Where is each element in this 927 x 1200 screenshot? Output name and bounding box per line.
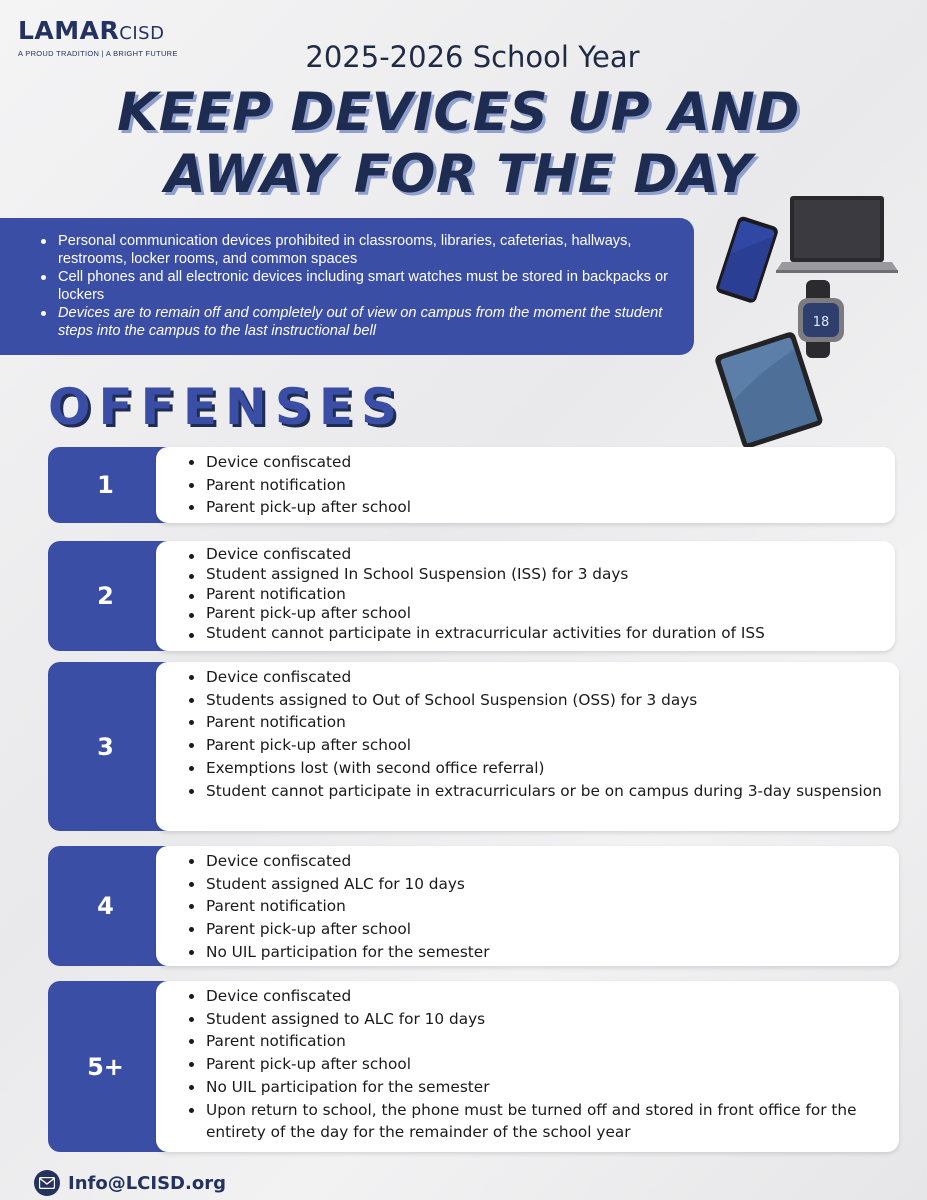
logo-suffix: CISD	[119, 23, 165, 44]
consequence-list	[206, 850, 889, 964]
offense-number: 3	[48, 662, 178, 831]
consequence-item: Device confiscated	[206, 666, 889, 689]
device-rules-list	[58, 232, 676, 340]
offense-consequences	[156, 981, 899, 1152]
rule-item: Personal communication devices prohibited in classrooms, libraries, cafeterias, hallways, restrooms, locker rooms, and common spaces	[58, 232, 676, 268]
main-title	[0, 82, 917, 206]
consequence-item: Parent notification	[206, 1030, 889, 1053]
offense-number: 1	[48, 447, 178, 523]
consequence-item: Parent notification	[206, 711, 889, 734]
offense-number: 5+	[48, 981, 178, 1152]
offense-row-3	[48, 662, 899, 831]
consequence-item: Student assigned to ALC for 10 days	[206, 1008, 889, 1031]
consequence-item: Parent notification	[206, 895, 889, 918]
device-rules-box	[0, 218, 694, 355]
offense-row-4	[48, 846, 899, 966]
offense-consequences	[156, 846, 899, 966]
consequence-item: Student assigned ALC for 10 days	[206, 873, 889, 896]
consequence-item: Parent notification	[206, 585, 885, 605]
consequence-item: Student assigned In School Suspension (ISS) for 3 days	[206, 565, 885, 585]
consequence-item: Parent pick-up after school	[206, 496, 885, 519]
consequence-item: No UIL participation for the semester	[206, 1076, 889, 1099]
consequence-item: Student cannot participate in extracurriculars or be on campus during 3-day suspension	[206, 780, 889, 803]
contact-footer	[34, 1170, 226, 1196]
offense-number: 4	[48, 846, 178, 966]
consequence-item: Student cannot participate in extracurricular activities for duration of ISS	[206, 624, 885, 644]
consequence-item: No UIL participation for the semester	[206, 941, 889, 964]
offense-number: 2	[48, 541, 178, 651]
svg-text:18: 18	[812, 315, 830, 330]
consequence-item: Parent pick-up after school	[206, 604, 885, 624]
main-title-line-1: KEEP DEVICES UP AND	[117, 82, 800, 143]
consequence-item: Device confiscated	[206, 850, 889, 873]
smartwatch-icon	[798, 280, 844, 358]
consequence-item: Parent pick-up after school	[206, 918, 889, 941]
consequence-item: Upon return to school, the phone must be turned off and stored in front office for the entirety of the day for the remainder of the school year	[206, 1099, 889, 1144]
consequence-item: Parent pick-up after school	[206, 1053, 889, 1076]
consequence-list	[206, 545, 885, 644]
rule-item: Devices are to remain off and completely out of view on campus from the moment the student steps into the campus to the last instructional bell	[58, 304, 676, 340]
consequence-item: Device confiscated	[206, 545, 885, 565]
mail-icon	[34, 1170, 60, 1196]
consequence-item: Device confiscated	[206, 451, 885, 474]
consequence-item: Parent notification	[206, 474, 885, 497]
contact-email-link[interactable]: Info@LCISD.org	[68, 1172, 226, 1194]
offense-row-1	[48, 447, 895, 523]
offense-consequences	[156, 541, 895, 651]
offense-row-5-plus	[48, 981, 899, 1152]
consequence-list	[206, 666, 889, 802]
offense-row-2	[48, 541, 895, 651]
consequence-item: Students assigned to Out of School Suspension (OSS) for 3 days	[206, 689, 889, 712]
rule-item: Cell phones and all electronic devices including smart watches must be stored in backpacks or lockers	[58, 268, 676, 304]
logo-tagline: A PROUD TRADITION | A BRIGHT FUTURE	[18, 49, 178, 58]
devices-graphic	[706, 190, 906, 450]
offenses-heading: OFFENSES	[48, 378, 405, 436]
consequence-item: Exemptions lost (with second office referral)	[206, 757, 889, 780]
laptop-icon	[776, 196, 898, 273]
school-year-title: 2025-2026 School Year	[305, 40, 640, 74]
consequence-list	[206, 985, 889, 1144]
consequence-item: Parent pick-up after school	[206, 734, 889, 757]
offense-consequences	[156, 662, 899, 831]
offense-consequences	[156, 447, 895, 523]
main-title-line-2: AWAY FOR THE DAY	[164, 144, 753, 205]
device-illustrations	[706, 190, 906, 450]
consequence-list	[206, 451, 885, 519]
consequence-item: Device confiscated	[206, 985, 889, 1008]
logo-name: LAMAR	[18, 16, 120, 45]
smartphone-icon	[715, 215, 780, 304]
